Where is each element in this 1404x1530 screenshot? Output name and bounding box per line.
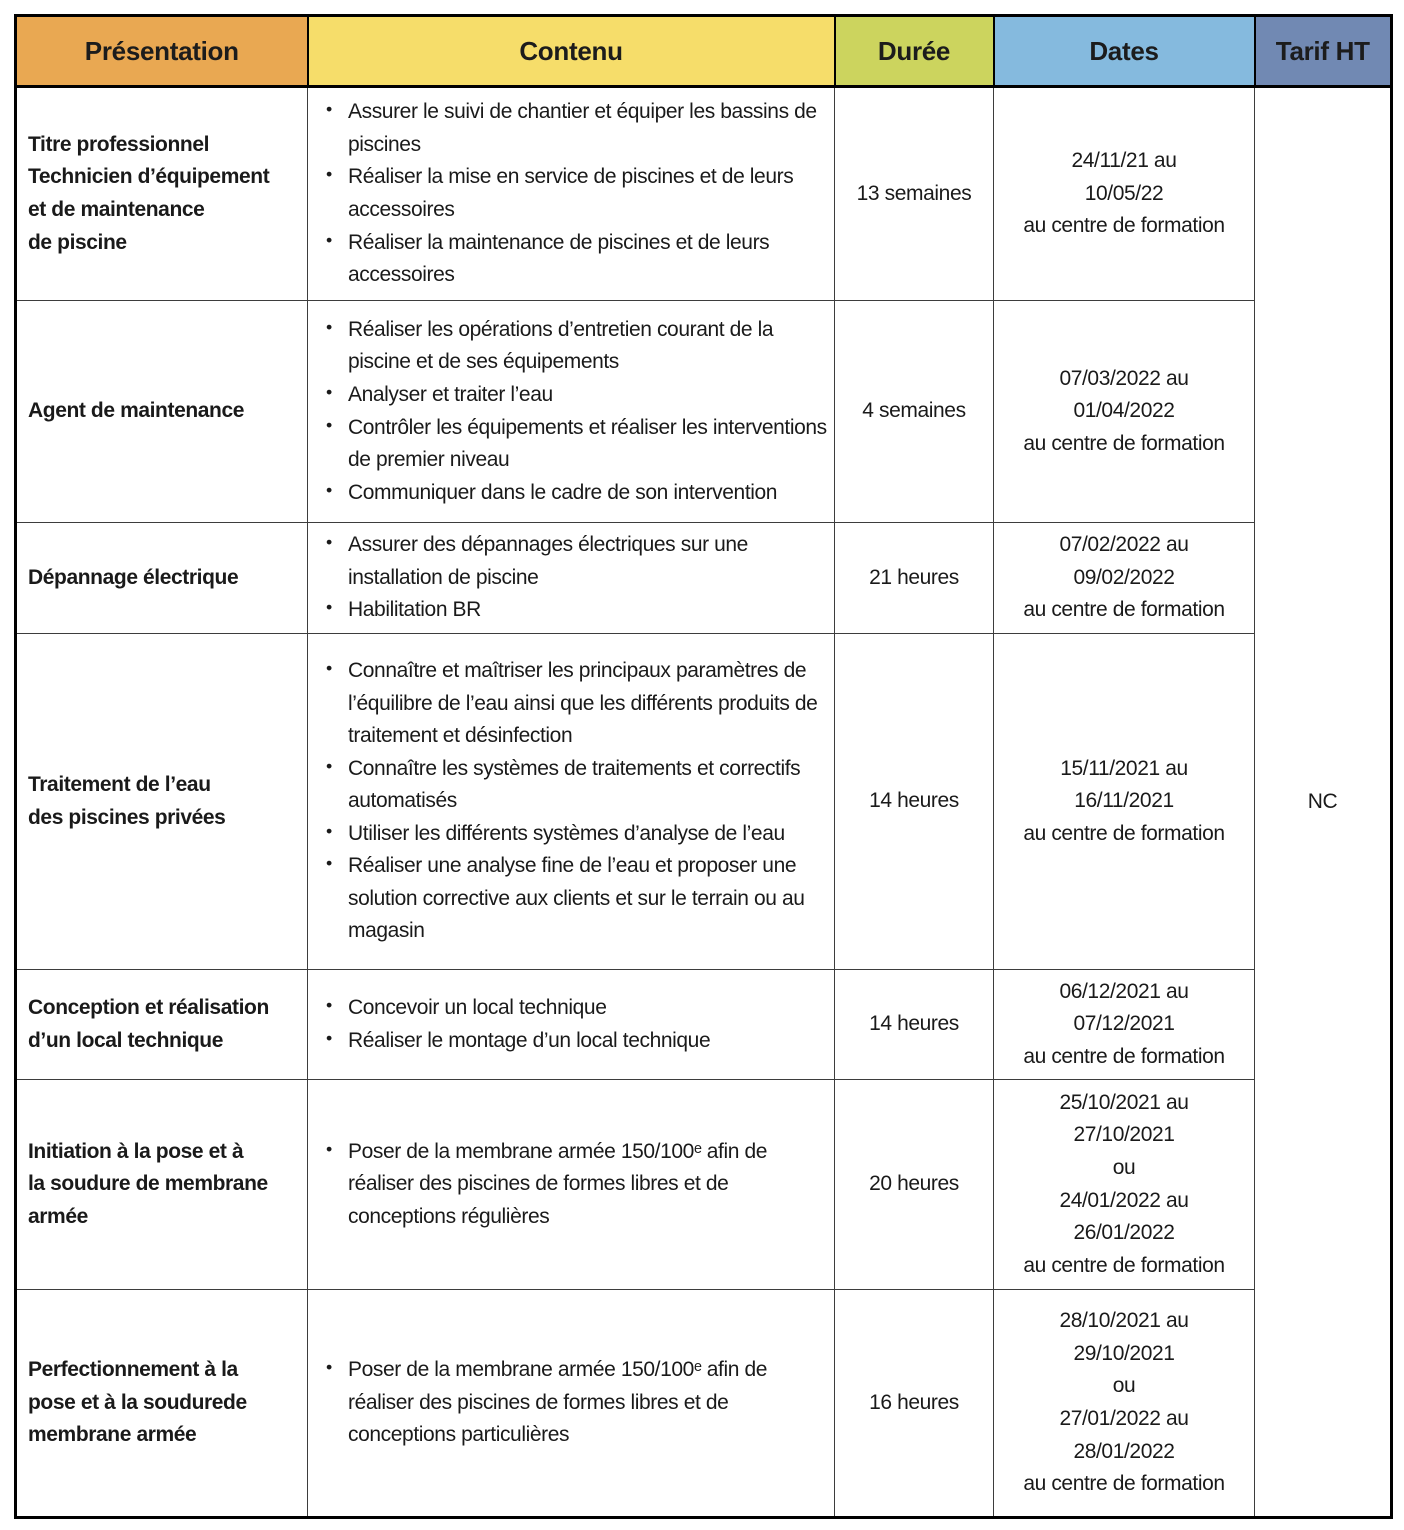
- date-line: 09/02/2022: [1073, 565, 1175, 589]
- presentation-title-line: Conception et réalisation: [28, 995, 269, 1019]
- date-line: 01/04/2022: [1073, 399, 1175, 423]
- date-line: 28/01/2022: [1073, 1439, 1175, 1463]
- content-bullet: • Habilitation BR: [324, 594, 830, 627]
- content-list: [324, 314, 830, 509]
- content-list: [324, 529, 830, 627]
- content-bullet: • Analyser et traiter l’eau: [324, 379, 830, 412]
- presentation-cell: [16, 87, 308, 301]
- date-line: 06/12/2021 au: [1059, 979, 1189, 1003]
- presentation-title-line: Traitement de l’eau: [28, 772, 211, 796]
- dates-cell: [994, 634, 1255, 970]
- table-row: [16, 87, 1392, 301]
- duration-cell: 20 heures: [835, 1080, 994, 1290]
- content-bullet: • Contrôler les équipements et réaliser les interventions de premier niveau: [324, 412, 830, 477]
- duration-cell: 14 heures: [835, 970, 994, 1080]
- date-line: ou: [1112, 1374, 1136, 1398]
- date-line: au centre de formation: [1023, 431, 1225, 455]
- duration-cell: 13 semaines: [835, 87, 994, 301]
- column-header-dates: Dates: [994, 16, 1255, 87]
- date-line: 25/10/2021 au: [1059, 1090, 1189, 1114]
- content-cell: [308, 970, 835, 1080]
- content-cell: [308, 87, 835, 301]
- content-bullet: • Assurer le suivi de chantier et équiper les bassins de piscines: [324, 96, 830, 161]
- date-line: 07/02/2022 au: [1059, 533, 1189, 557]
- column-header-contenu: Contenu: [308, 16, 835, 87]
- content-bullet: • Poser de la membrane armée 150/100ᵉ afin de réaliser des piscines de formes libres et de conceptions régulières: [324, 1136, 830, 1234]
- content-cell: [308, 301, 835, 523]
- dates-cell: [994, 87, 1255, 301]
- date-line: 26/01/2022: [1073, 1221, 1175, 1245]
- formation-table: [14, 14, 1393, 1519]
- date-line: 27/01/2022 au: [1059, 1407, 1189, 1430]
- duration-cell: 4 semaines: [835, 301, 994, 523]
- dates-cell: [994, 970, 1255, 1080]
- content-list: [324, 992, 830, 1057]
- presentation-title-line: la soudure de membrane: [28, 1172, 268, 1196]
- date-line: au centre de formation: [1023, 598, 1225, 622]
- presentation-title-line: Agent de maintenance: [28, 399, 245, 423]
- presentation-cell: [16, 1080, 308, 1290]
- table-row: [16, 301, 1392, 523]
- column-header-presentation: Présentation: [16, 16, 308, 87]
- presentation-title-line: Titre professionnel: [28, 132, 210, 156]
- dates-cell: [994, 1290, 1255, 1518]
- presentation-title-line: d’un local technique: [28, 1028, 224, 1052]
- date-line: 07/12/2021: [1073, 1012, 1175, 1036]
- dates-cell: [994, 523, 1255, 634]
- table-header-row: [16, 16, 1392, 87]
- date-line: 10/05/22: [1084, 181, 1164, 205]
- content-bullet: • Connaître les systèmes de traitements et correctifs automatisés: [324, 753, 830, 818]
- presentation-cell: [16, 301, 308, 523]
- content-bullet: • Réaliser une analyse fine de l’eau et proposer une solution corrective aux clients et sur le terrain ou au magasin: [324, 850, 830, 948]
- presentation-cell: [16, 634, 308, 970]
- date-line: 28/10/2021 au: [1059, 1309, 1189, 1333]
- content-cell: [308, 523, 835, 634]
- content-bullet: • Réaliser la maintenance de piscines et de leurs accessoires: [324, 227, 830, 292]
- date-line: 07/03/2022 au: [1059, 366, 1189, 390]
- date-line: 24/01/2022 au: [1059, 1188, 1189, 1212]
- presentation-title-line: des piscines privées: [28, 805, 226, 829]
- presentation-title-line: Initiation à la pose et à: [28, 1139, 244, 1163]
- date-line: 15/11/2021 au: [1060, 756, 1188, 780]
- content-bullet: • Concevoir un local technique: [324, 992, 830, 1025]
- duration-cell: 14 heures: [835, 634, 994, 970]
- content-bullet: • Assurer des dépannages électriques sur une installation de piscine: [324, 529, 830, 594]
- date-line: 27/10/2021: [1073, 1123, 1175, 1147]
- presentation-title-line: et de maintenance: [28, 198, 205, 221]
- content-cell: [308, 1290, 835, 1518]
- presentation-title-line: membrane armée: [28, 1423, 197, 1447]
- date-line: ou: [1112, 1155, 1136, 1179]
- presentation-title-line: Perfectionnement à la: [28, 1358, 238, 1382]
- content-bullet: • Réaliser le montage d’un local technique: [324, 1025, 830, 1058]
- presentation-cell: [16, 1290, 308, 1518]
- tarif-cell: NC: [1255, 87, 1392, 1518]
- presentation-cell: [16, 523, 308, 634]
- content-bullet: • Utiliser les différents systèmes d’analyse de l’eau: [324, 818, 830, 851]
- content-bullet: • Communiquer dans le cadre de son intervention: [324, 477, 830, 510]
- content-list: [324, 655, 830, 948]
- date-line: au centre de formation: [1023, 1253, 1225, 1277]
- table-row: [16, 970, 1392, 1080]
- duration-cell: 16 heures: [835, 1290, 994, 1518]
- content-cell: [308, 634, 835, 970]
- content-list: [324, 1136, 830, 1234]
- dates-cell: [994, 1080, 1255, 1290]
- content-bullet: • Réaliser la mise en service de piscines et de leurs accessoires: [324, 161, 830, 226]
- content-bullet: • Connaître et maîtriser les principaux paramètres de l’équilibre de l’eau ainsi que les différents produits de traitement et désinfection: [324, 655, 830, 753]
- presentation-title-line: armée: [28, 1204, 88, 1228]
- table-row: [16, 1080, 1392, 1290]
- date-line: au centre de formation: [1023, 214, 1225, 238]
- date-line: 24/11/21 au: [1071, 149, 1177, 173]
- content-list: [324, 96, 830, 291]
- content-bullet: • Poser de la membrane armée 150/100ᵉ afin de réaliser des piscines de formes libres et de conceptions particulières: [324, 1354, 830, 1452]
- column-header-tarif: Tarif HT: [1255, 16, 1392, 87]
- duration-cell: 21 heures: [835, 523, 994, 634]
- presentation-cell: [16, 970, 308, 1080]
- presentation-title-line: pose et à la soudurede: [28, 1390, 247, 1414]
- date-line: au centre de formation: [1023, 821, 1225, 845]
- presentation-title-line: Technicien d’équipement: [28, 165, 270, 189]
- date-line: 29/10/2021: [1073, 1341, 1175, 1365]
- date-line: 16/11/2021: [1074, 789, 1174, 813]
- date-line: au centre de formation: [1023, 1472, 1225, 1496]
- content-list: [324, 1354, 830, 1452]
- content-bullet: • Réaliser les opérations d’entretien courant de la piscine et de ses équipements: [324, 314, 830, 379]
- column-header-duree: Durée: [835, 16, 994, 87]
- content-cell: [308, 1080, 835, 1290]
- presentation-title-line: Dépannage électrique: [28, 565, 239, 589]
- table-row: [16, 1290, 1392, 1518]
- table-row: [16, 523, 1392, 634]
- dates-cell: [994, 301, 1255, 523]
- table-row: [16, 634, 1392, 970]
- date-line: au centre de formation: [1023, 1044, 1225, 1068]
- presentation-title-line: de piscine: [28, 230, 127, 254]
